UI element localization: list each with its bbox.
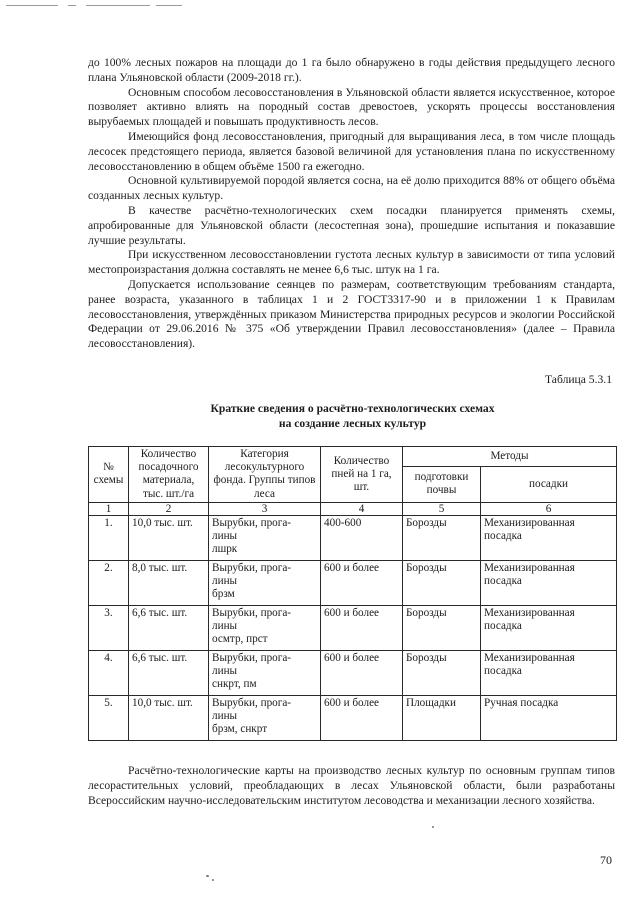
cell-category	[209, 560, 321, 605]
cell-category-line: осмтр, прст	[212, 633, 268, 646]
cell-category-line: Вырубки, прога-	[212, 696, 292, 709]
table-row	[89, 695, 617, 740]
cell-scheme: 4.	[89, 650, 129, 695]
table-row	[89, 560, 617, 605]
header-planting: посадки	[481, 466, 617, 502]
cell-soil: Борозды	[403, 605, 481, 650]
column-number: 1	[89, 502, 129, 515]
header-stumps: Количество пней на 1 га, шт.	[321, 447, 403, 503]
cell-quantity: 6,6 тыс. шт.	[129, 650, 209, 695]
cell-quantity: 10,0 тыс. шт.	[129, 515, 209, 560]
table-header-row	[89, 447, 617, 467]
cell-planting: Ручная посадка	[481, 695, 617, 740]
paragraph-technology-maps: Расчётно-технологические карты на производство лесных культур по основным группам типов лесорастительных условий, преобладающих в лесах Ульяновской области, были разработаны Всероссийским научно-исследовательским институтом лесоводства и механизации лесного хозяйства.	[88, 764, 615, 807]
cell-category	[209, 605, 321, 650]
cell-category-line: лины	[212, 530, 238, 543]
header-scheme: № схемы	[89, 447, 129, 503]
cell-category-line: лшрк	[212, 543, 238, 556]
cell-category-line: Вырубки, прога-	[212, 606, 292, 619]
column-number: 5	[403, 502, 481, 515]
cell-quantity: 6,6 тыс. шт.	[129, 605, 209, 650]
cell-quantity: 8,0 тыс. шт.	[129, 560, 209, 605]
body-text	[88, 56, 615, 352]
column-numbers-row	[89, 502, 617, 515]
cell-stumps: 600 и более	[321, 695, 403, 740]
cell-category-line: снкрт, пм	[212, 678, 257, 691]
header-methods: Методы	[403, 447, 617, 467]
scan-speck	[212, 879, 214, 881]
paragraph-reforestation-fund: Имеющийся фонд лесовосстановления, пригодный для выращивания леса, в том числе площадь лесосек предстоящего периода, является базовой величиной для установления плана по искусственному лесовосстановлению в общем объёме 1500 га ежегодно.	[88, 129, 615, 173]
cell-stumps: 600 и более	[321, 605, 403, 650]
cell-category-line: Вырубки, прога-	[212, 516, 292, 529]
cell-soil: Площадки	[403, 695, 481, 740]
closing-text	[88, 764, 615, 808]
paragraph-planting-schemes: В качестве расчётно-технологических схем посадки планируется применять схемы, апробированные для Ульяновской области (лесостепная зона), прошедшие испытания и показавшие лучшие результаты.	[88, 203, 615, 247]
table-row	[89, 605, 617, 650]
cell-category	[209, 515, 321, 560]
paragraph-reforestation-method: Основным способом лесовосстановления в Ульяновской области является искусственное, которое позволяет активно влиять на породный состав древостоев, ускорять процессы восстановления вырубаемых площадей и повышать продуктивность лесов.	[88, 85, 615, 129]
page-number: 70	[600, 853, 612, 867]
cell-scheme: 2.	[89, 560, 129, 605]
cell-category-line: лины	[212, 710, 238, 723]
cell-soil: Борозды	[403, 560, 481, 605]
column-number: 2	[129, 502, 209, 515]
schemes-table	[88, 446, 617, 741]
cell-planting: Механизированная посадка	[481, 650, 617, 695]
scan-speck	[432, 826, 434, 828]
table-title	[90, 401, 615, 431]
cell-scheme: 3.	[89, 605, 129, 650]
cell-category-line: Вырубки, прога-	[212, 651, 292, 664]
cell-category	[209, 695, 321, 740]
scan-header-marks	[6, 5, 186, 9]
column-number: 4	[321, 502, 403, 515]
cell-category-line: лины	[212, 575, 238, 588]
cell-category-line: брзм	[212, 588, 235, 601]
cell-scheme: 1.	[89, 515, 129, 560]
cell-planting: Механизированная посадка	[481, 605, 617, 650]
paragraph-fires: до 100% лесных пожаров на площади до 1 га было обнаружено в годы действия предыдущего лесного плана Ульяновской области (2009-2018 гг.).	[88, 56, 615, 84]
column-number: 3	[209, 502, 321, 515]
cell-soil: Борозды	[403, 650, 481, 695]
cell-planting: Механизированная посадка	[481, 515, 617, 560]
column-number: 6	[481, 502, 617, 515]
header-category: Категория лесокультурного фонда. Группы типов леса	[209, 447, 321, 503]
cell-soil: Борозды	[403, 515, 481, 560]
paragraph-main-species: Основной культивируемой породой является сосна, на её долю приходится 88% от общего объёма созданных лесных культур.	[88, 174, 615, 203]
header-soil-preparation: подготовки почвы	[403, 466, 481, 502]
paragraph-seedlings: Допускается использование сеянцев по размерам, соответствующим требованиям стандарта, ранее возраста, указанного в таблицах 1 и 2 ГОСТ3317-90 и в приложении 1 к Правилам лесовосстановления, утверждённых приказом Министерства природных ресурсов и экологии Российской Федерации от 29.06.2016 № 375 «Об утверждении Правил лесовосстановления» (далее – Правила лесовосстановления).	[88, 277, 615, 351]
cell-category-line: Вырубки, прога-	[212, 561, 292, 574]
cell-category-line: брзм, снкрт	[212, 723, 268, 736]
table-label: Таблица 5.3.1	[545, 373, 612, 386]
paragraph-density: При искусственном лесовосстановлении густота лесных культур в зависимости от типа условий местопроизрастания должна составлять не менее 6,6 тыс. штук на 1 га.	[88, 248, 615, 277]
cell-category-line: лины	[212, 620, 238, 633]
scan-speck	[206, 875, 209, 877]
cell-category-line: лины	[212, 665, 238, 678]
cell-planting: Механизированная посадка	[481, 560, 617, 605]
table-title-line-2: на создание лесных культур	[278, 417, 427, 430]
table-row	[89, 515, 617, 560]
cell-stumps: 600 и более	[321, 650, 403, 695]
table-row	[89, 650, 617, 695]
cell-category	[209, 650, 321, 695]
cell-stumps: 600 и более	[321, 560, 403, 605]
header-quantity: Количество посадочного материала, тыс. шт./га	[129, 447, 209, 503]
table-title-line-1: Краткие сведения о расчётно-технологических схемах	[210, 402, 495, 415]
cell-scheme: 5.	[89, 695, 129, 740]
cell-quantity: 10,0 тыс. шт.	[129, 695, 209, 740]
cell-stumps: 400-600	[321, 515, 403, 560]
